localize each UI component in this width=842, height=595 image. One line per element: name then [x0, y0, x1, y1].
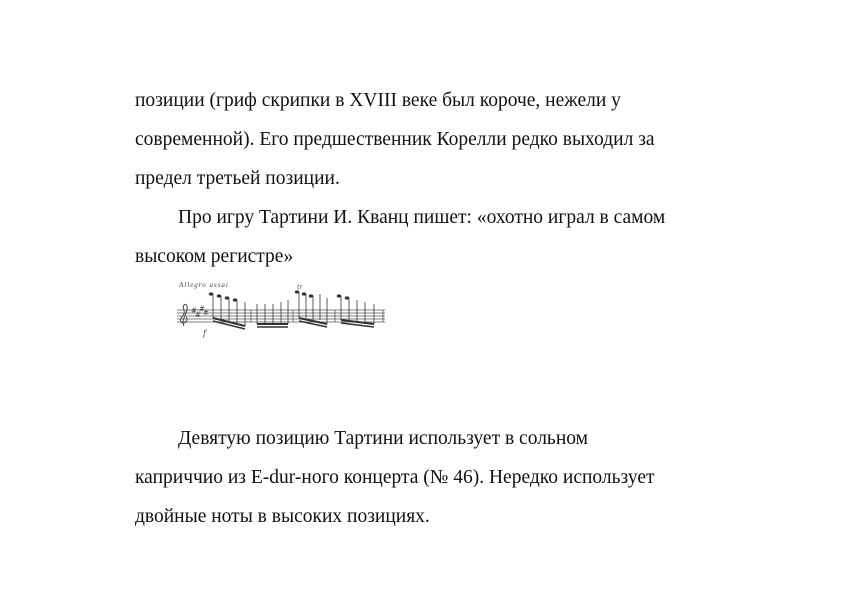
- text-line: современной). Его предшественник Корелли редко выходил за: [135, 129, 655, 150]
- text-line: позиции (гриф скрипки в XVIII веке был короче, нежели у: [135, 90, 621, 111]
- note-group: [257, 300, 288, 327]
- svg-text:#: #: [195, 311, 201, 319]
- dynamic-marking: f: [203, 329, 206, 338]
- svg-text:#: #: [199, 305, 205, 313]
- text-line: предел третьей позиции.: [135, 168, 340, 189]
- text-line: двойные ноты в высоких позициях.: [135, 506, 430, 527]
- trill-mark: tr: [297, 284, 303, 291]
- treble-clef-icon: [180, 304, 187, 326]
- note-group: [213, 294, 245, 329]
- paragraph-ninth-position: [135, 419, 735, 536]
- text-line: каприччио из E-dur-ного концерта (№ 46). Нередко использует: [135, 467, 655, 488]
- svg-text:#: #: [203, 309, 209, 317]
- paragraph-continuation: [135, 81, 735, 198]
- text-line: Девятую позицию Тартини использует в сольном: [178, 428, 588, 449]
- tempo-marking: Allegro assai: [179, 281, 229, 289]
- key-signature-sharps: [191, 305, 209, 319]
- music-notation-excerpt: [175, 280, 387, 338]
- paragraph-quantz: [135, 198, 735, 276]
- noteheads: [209, 290, 349, 301]
- text-line: высоком регистре»: [135, 246, 294, 267]
- note-group: [341, 296, 374, 327]
- svg-text:#: #: [191, 307, 197, 315]
- text-line: Про игру Тартини И. Кванц пишет: «охотно играл в самом: [178, 207, 666, 228]
